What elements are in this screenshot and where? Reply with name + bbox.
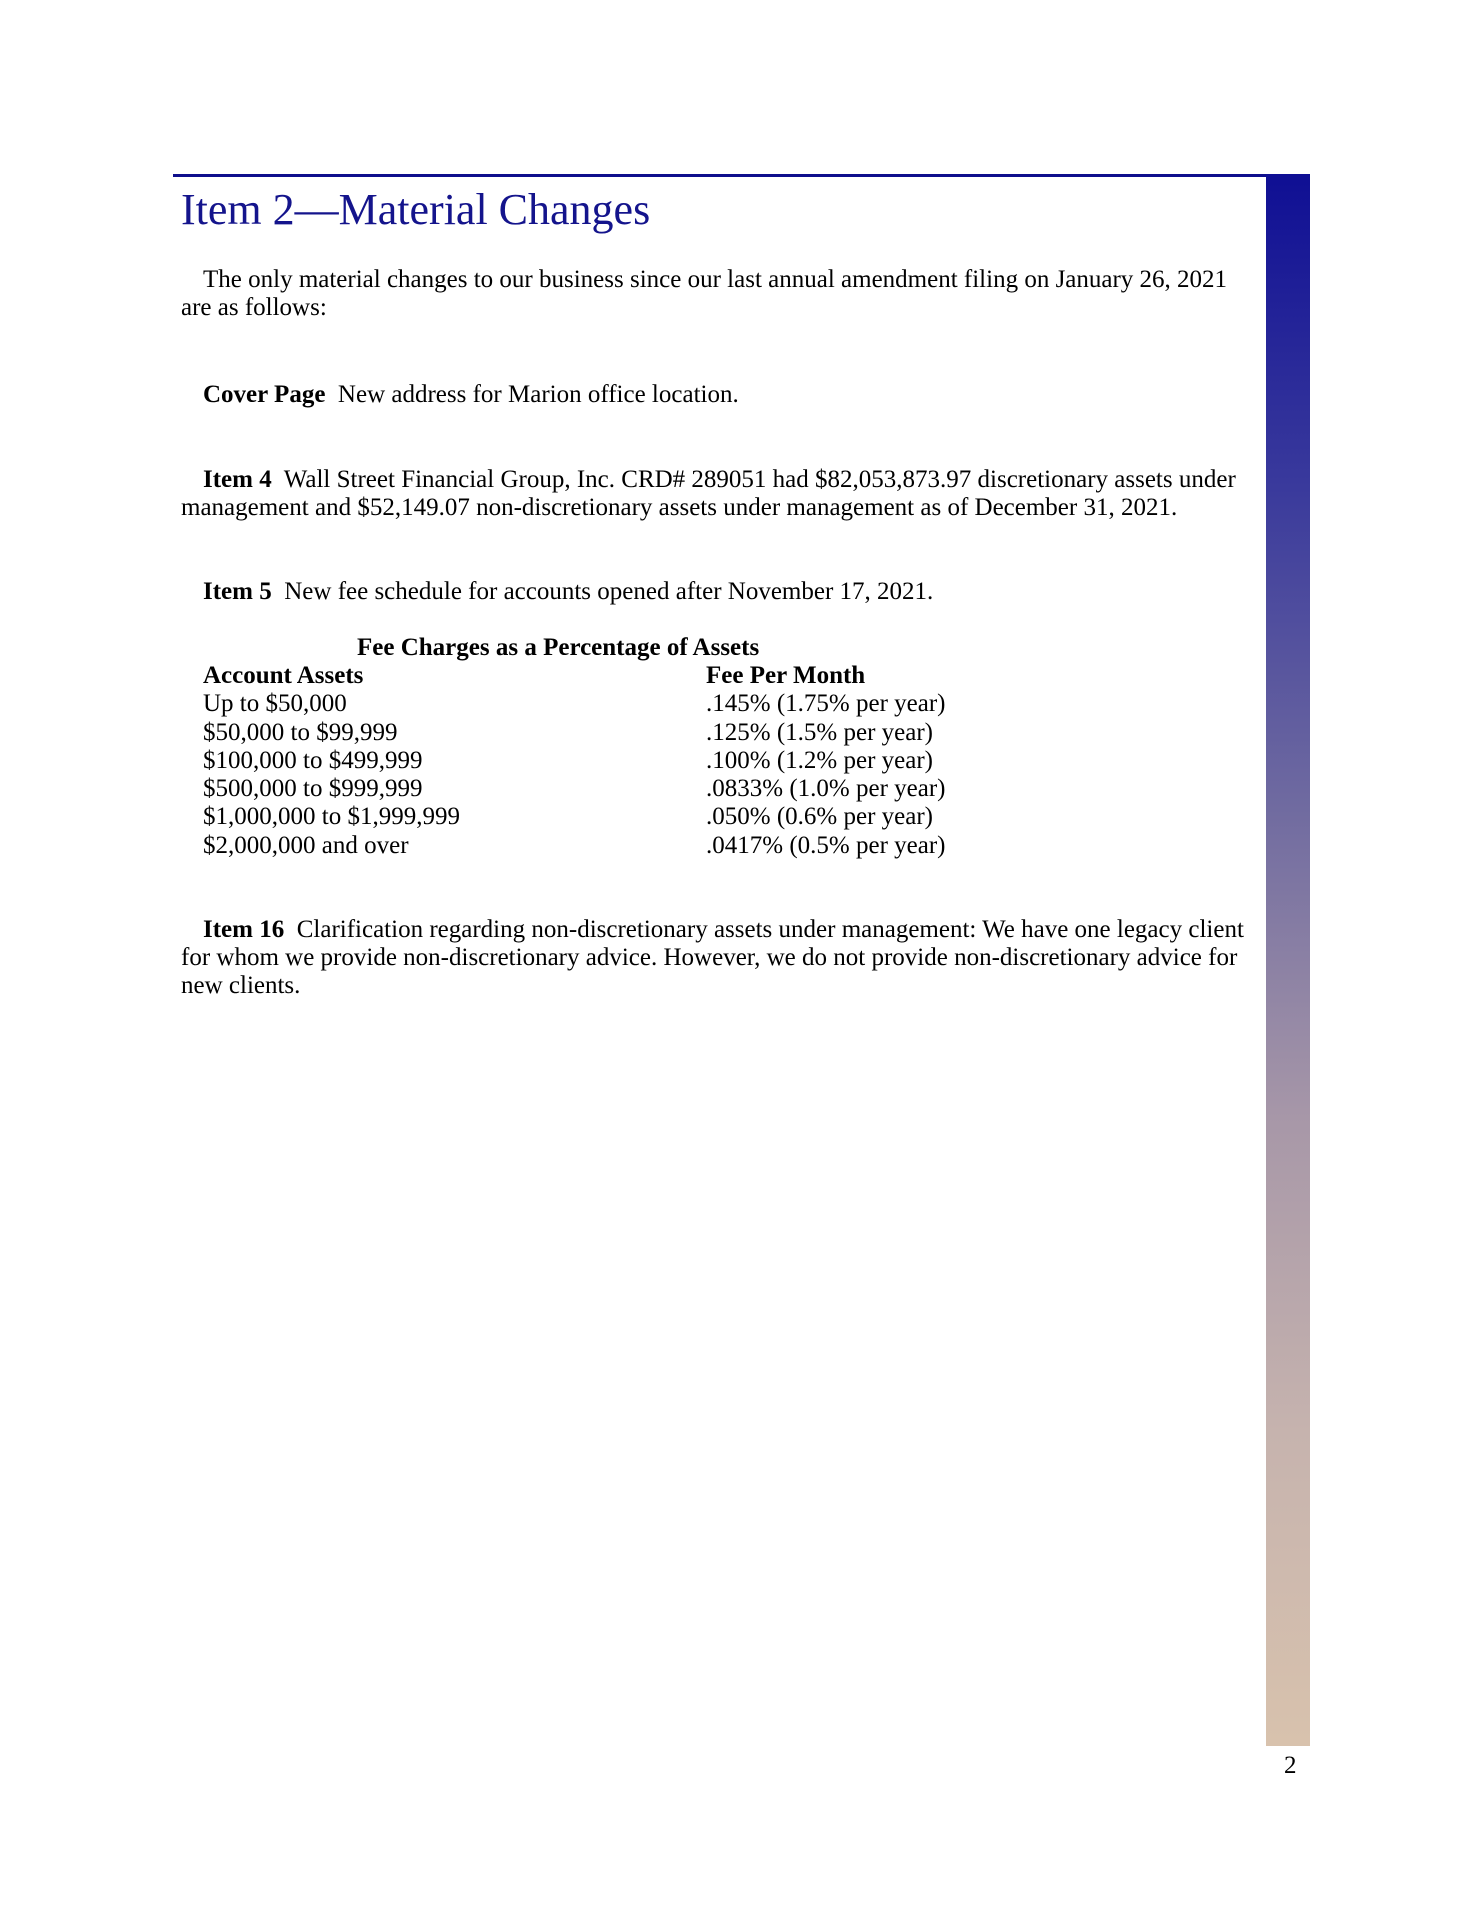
fee-table-title: Fee Charges as a Percentage of Assets	[357, 634, 760, 661]
account-assets-cell: $2,000,000 and over	[203, 831, 409, 859]
table-row	[203, 803, 1003, 831]
fee-cell: .145% (1.75% per year)	[706, 690, 946, 718]
item-label: Item 5	[203, 578, 272, 605]
header-fee-per-month: Fee Per Month	[706, 662, 866, 689]
item-label: Item 16	[203, 916, 285, 943]
item-label: Cover Page	[203, 381, 326, 408]
item-text: Wall Street Financial Group, Inc. CRD# 289051 had $82,053,873.97 discretionary assets under management and $52,149.07 non-discretionary assets under management as of December 31, 2021.	[181, 466, 1236, 521]
intro-paragraph: The only material changes to our business since our last annual amendment filing on January 26, 2021 are as follows:	[181, 266, 1228, 321]
table-row	[203, 775, 1003, 803]
table-row	[203, 690, 1003, 718]
account-assets-cell: $100,000 to $499,999	[203, 746, 423, 774]
item-text: Clarification regarding non-discretionary assets under management: We have one legacy client for whom we provide non-discretionary advice. However, we do not provide non-discretionary advice for new clients.	[181, 916, 1244, 999]
fee-table-header	[203, 662, 1003, 690]
fee-cell: .0417% (0.5% per year)	[706, 831, 946, 859]
fee-cell: .0833% (1.0% per year)	[706, 775, 946, 803]
item-5	[181, 578, 1251, 606]
fee-cell: .050% (0.6% per year)	[706, 803, 933, 831]
header-account-assets: Account Assets	[203, 662, 364, 689]
page-title: Item 2—Material Changes	[181, 185, 651, 234]
header-rule	[173, 174, 1266, 177]
item-text: New fee schedule for accounts opened after November 17, 2021.	[284, 578, 934, 605]
side-gradient-bar	[1266, 174, 1310, 1746]
account-assets-cell: $500,000 to $999,999	[203, 775, 423, 803]
item-16	[181, 916, 1251, 1000]
account-assets-cell: Up to $50,000	[203, 690, 347, 718]
fee-cell: .125% (1.5% per year)	[706, 718, 933, 746]
item-cover-page	[181, 381, 1251, 409]
page-number: 2	[1284, 1752, 1297, 1779]
item-text: New address for Marion office location.	[337, 381, 739, 408]
table-row	[203, 832, 1003, 860]
account-assets-cell: $1,000,000 to $1,999,999	[203, 803, 460, 831]
table-row	[203, 719, 1003, 747]
item-label: Item 4	[203, 466, 272, 493]
account-assets-cell: $50,000 to $99,999	[203, 718, 398, 746]
fee-table	[203, 662, 1003, 860]
item-4	[181, 466, 1251, 522]
table-row	[203, 747, 1003, 775]
fee-cell: .100% (1.2% per year)	[706, 746, 933, 774]
